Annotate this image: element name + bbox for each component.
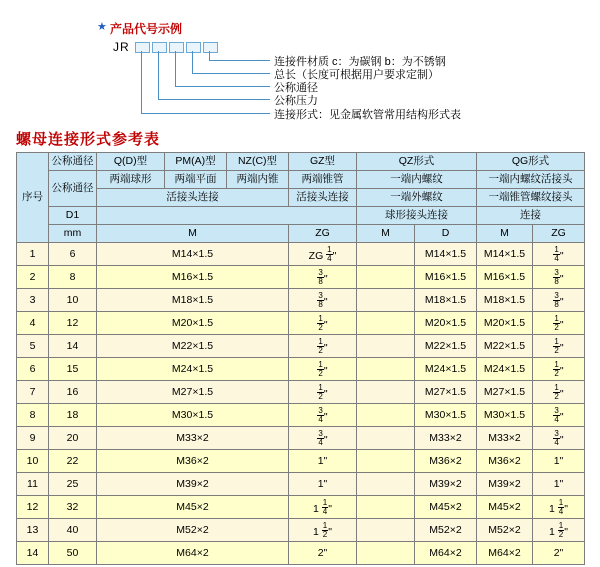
cell-gz: $\frac{3}{8}$ " bbox=[289, 289, 357, 312]
cell-qg-m: M36×2 bbox=[477, 450, 533, 473]
header-r3-gz: 活接头连接 bbox=[289, 189, 357, 207]
cell-qz-d: M22×1.5 bbox=[415, 335, 477, 358]
header-r2-qg: 一端内螺纹活接头 bbox=[477, 171, 585, 189]
cell-qz-m bbox=[357, 266, 415, 289]
cell-seq: 11 bbox=[17, 473, 49, 496]
legend-note-length: 总长（长度可根据用户要求定制） bbox=[274, 69, 439, 81]
cell-gz: $\frac{1}{2}$ " bbox=[289, 358, 357, 381]
leader-line-h3 bbox=[175, 86, 270, 87]
cell-gz: $\frac{1}{2}$ " bbox=[289, 335, 357, 358]
cell-dn: 50 bbox=[49, 542, 97, 565]
cell-qz-m bbox=[357, 312, 415, 335]
header-group-gz: GZ型 bbox=[289, 153, 357, 171]
header-r4-qg: 连接 bbox=[477, 207, 585, 225]
cell-seq: 5 bbox=[17, 335, 49, 358]
cell-qg-m: M22×1.5 bbox=[477, 335, 533, 358]
header-seq: 序号 bbox=[17, 153, 49, 243]
cell-qz-d: M24×1.5 bbox=[415, 358, 477, 381]
leader-line-h2 bbox=[158, 99, 270, 100]
header-dn: 公称通径 bbox=[49, 153, 97, 171]
cell-dn: 40 bbox=[49, 519, 97, 542]
cell-qz-d: M36×2 bbox=[415, 450, 477, 473]
cell-gz: ZG $\frac{1}{4}$ " bbox=[289, 243, 357, 266]
table-body bbox=[17, 243, 585, 565]
leader-line-v1 bbox=[141, 51, 142, 113]
cell-gz: $\frac{3}{4}$ " bbox=[289, 427, 357, 450]
header-unit-mm: mm bbox=[49, 225, 97, 243]
header-unit-qz-m: M bbox=[357, 225, 415, 243]
cell-qz-d: M18×1.5 bbox=[415, 289, 477, 312]
product-code-legend bbox=[0, 0, 600, 120]
cell-qg-m: M64×2 bbox=[477, 542, 533, 565]
cell-qg-zg: $\frac{1}{2}$ " bbox=[533, 335, 585, 358]
cell-gz: $\frac{1}{2}$ " bbox=[289, 312, 357, 335]
cell-gz: $\frac{1}{2}$ " bbox=[289, 381, 357, 404]
cell-qz-m bbox=[357, 496, 415, 519]
header-group-q: Q(D)型 bbox=[97, 153, 165, 171]
table-row bbox=[17, 427, 585, 450]
cell-qz-d: M20×1.5 bbox=[415, 312, 477, 335]
cell-gz: $\frac{3}{4}$ " bbox=[289, 404, 357, 427]
cell-q: M20×1.5 bbox=[97, 312, 289, 335]
cell-qz-d: M52×2 bbox=[415, 519, 477, 542]
cell-qz-m bbox=[357, 427, 415, 450]
cell-q: M45×2 bbox=[97, 496, 289, 519]
cell-q: M30×1.5 bbox=[97, 404, 289, 427]
table-row bbox=[17, 496, 585, 519]
header-group-qg: QG形式 bbox=[477, 153, 585, 171]
header-r2-nz: 两端内锥 bbox=[227, 171, 289, 189]
cell-qg-zg: $\frac{1}{2}$ " bbox=[533, 312, 585, 335]
cell-q: M36×2 bbox=[97, 450, 289, 473]
cell-seq: 3 bbox=[17, 289, 49, 312]
cell-q: M39×2 bbox=[97, 473, 289, 496]
cell-gz: 1" bbox=[289, 450, 357, 473]
cell-q: M24×1.5 bbox=[97, 358, 289, 381]
cell-qg-zg: $\frac{1}{4}$ " bbox=[533, 243, 585, 266]
cell-qg-zg: $\frac{1}{2}$ " bbox=[533, 358, 585, 381]
cell-qg-zg: $\frac{3}{4}$ " bbox=[533, 427, 585, 450]
leader-line-v2 bbox=[158, 51, 159, 99]
cell-seq: 2 bbox=[17, 266, 49, 289]
cell-qz-m bbox=[357, 381, 415, 404]
cell-dn: 12 bbox=[49, 312, 97, 335]
cell-q: M52×2 bbox=[97, 519, 289, 542]
cell-dn: 25 bbox=[49, 473, 97, 496]
header-r2-qz: 一端内螺纹 bbox=[357, 171, 477, 189]
table-row bbox=[17, 542, 585, 565]
cell-qg-zg: 2" bbox=[533, 542, 585, 565]
cell-qz-m bbox=[357, 404, 415, 427]
cell-qg-zg: 1 $\frac{1}{4}$ " bbox=[533, 496, 585, 519]
cell-seq: 8 bbox=[17, 404, 49, 427]
cell-dn: 22 bbox=[49, 450, 97, 473]
cell-q: M14×1.5 bbox=[97, 243, 289, 266]
cell-qz-m bbox=[357, 358, 415, 381]
table-row bbox=[17, 335, 585, 358]
legend-note-material: 连接件材质 c：为碳钢 b：为不锈钢 bbox=[274, 56, 446, 68]
cell-qg-m: M39×2 bbox=[477, 473, 533, 496]
cell-seq: 14 bbox=[17, 542, 49, 565]
cell-seq: 7 bbox=[17, 381, 49, 404]
leader-line-h1 bbox=[141, 113, 270, 114]
header-r2-q: 两端球形 bbox=[97, 171, 165, 189]
cell-seq: 12 bbox=[17, 496, 49, 519]
header-dn-label2: 公称通径 bbox=[49, 171, 97, 207]
cell-seq: 9 bbox=[17, 427, 49, 450]
cell-gz: $\frac{3}{8}$ " bbox=[289, 266, 357, 289]
cell-q: M18×1.5 bbox=[97, 289, 289, 312]
cell-qg-m: M18×1.5 bbox=[477, 289, 533, 312]
header-r3-qz: 一端外螺纹 bbox=[357, 189, 477, 207]
legend-note-connection: 连接形式：见金属软管常用结构形式表 bbox=[274, 109, 461, 121]
cell-qg-zg: 1 $\frac{1}{2}$ " bbox=[533, 519, 585, 542]
header-group-nz: NZ(C)型 bbox=[227, 153, 289, 171]
header-r2-pm: 两端平面 bbox=[165, 171, 227, 189]
table-row bbox=[17, 358, 585, 381]
cell-seq: 6 bbox=[17, 358, 49, 381]
table-row bbox=[17, 312, 585, 335]
code-box-1 bbox=[135, 42, 150, 53]
table-row bbox=[17, 450, 585, 473]
cell-seq: 1 bbox=[17, 243, 49, 266]
cell-qz-d: M64×2 bbox=[415, 542, 477, 565]
header-r3-qg: 一端锥管螺纹接头 bbox=[477, 189, 585, 207]
cell-qz-m bbox=[357, 450, 415, 473]
cell-seq: 13 bbox=[17, 519, 49, 542]
cell-qg-m: M33×2 bbox=[477, 427, 533, 450]
header-d1: D1 bbox=[49, 207, 97, 225]
header-r2-gz: 两端锥管 bbox=[289, 171, 357, 189]
cell-q: M33×2 bbox=[97, 427, 289, 450]
cell-dn: 10 bbox=[49, 289, 97, 312]
table-row bbox=[17, 381, 585, 404]
cell-q: M64×2 bbox=[97, 542, 289, 565]
cell-qg-m: M20×1.5 bbox=[477, 312, 533, 335]
cell-qg-m: M14×1.5 bbox=[477, 243, 533, 266]
cell-qg-zg: 1" bbox=[533, 450, 585, 473]
code-box-5 bbox=[203, 42, 218, 53]
cell-qz-m bbox=[357, 542, 415, 565]
cell-qz-d: M14×1.5 bbox=[415, 243, 477, 266]
cell-qz-m bbox=[357, 289, 415, 312]
header-r4-qz: 球形接头连接 bbox=[357, 207, 477, 225]
leader-line-v4 bbox=[192, 51, 193, 73]
cell-q: M27×1.5 bbox=[97, 381, 289, 404]
star-icon: ★ bbox=[97, 21, 107, 33]
table-row bbox=[17, 404, 585, 427]
cell-dn: 15 bbox=[49, 358, 97, 381]
cell-qg-m: M16×1.5 bbox=[477, 266, 533, 289]
code-box-2 bbox=[152, 42, 167, 53]
table-row bbox=[17, 266, 585, 289]
cell-gz: 1 $\frac{1}{2}$ " bbox=[289, 519, 357, 542]
header-unit-qg-zg: ZG bbox=[533, 225, 585, 243]
leader-line-h5 bbox=[209, 60, 270, 61]
cell-gz: 1 $\frac{1}{4}$ " bbox=[289, 496, 357, 519]
header-unit-m: M bbox=[97, 225, 289, 243]
header-unit-zg: ZG bbox=[289, 225, 357, 243]
legend-title: 产品代号示例 bbox=[110, 22, 183, 36]
cell-dn: 8 bbox=[49, 266, 97, 289]
cell-dn: 18 bbox=[49, 404, 97, 427]
header-unit-qz-d: D bbox=[415, 225, 477, 243]
cell-seq: 10 bbox=[17, 450, 49, 473]
legend-note-dn: 公称通径 bbox=[274, 82, 318, 94]
cell-qz-d: M16×1.5 bbox=[415, 266, 477, 289]
cell-qg-m: M52×2 bbox=[477, 519, 533, 542]
cell-qz-m bbox=[357, 519, 415, 542]
cell-qz-m bbox=[357, 243, 415, 266]
header-group-pm: PM(A)型 bbox=[165, 153, 227, 171]
cell-qg-m: M24×1.5 bbox=[477, 358, 533, 381]
leader-line-v5 bbox=[209, 51, 210, 60]
cell-qz-m bbox=[357, 473, 415, 496]
cell-dn: 16 bbox=[49, 381, 97, 404]
cell-qg-zg: $\frac{3}{8}$ " bbox=[533, 289, 585, 312]
table-row bbox=[17, 289, 585, 312]
cell-dn: 20 bbox=[49, 427, 97, 450]
cell-qg-zg: 1" bbox=[533, 473, 585, 496]
nut-connection-table bbox=[16, 152, 585, 565]
cell-qg-m: M45×2 bbox=[477, 496, 533, 519]
header-r3-left: 活接头连接 bbox=[97, 189, 289, 207]
cell-qz-d: M45×2 bbox=[415, 496, 477, 519]
cell-gz: 1" bbox=[289, 473, 357, 496]
cell-dn: 6 bbox=[49, 243, 97, 266]
table-row bbox=[17, 473, 585, 496]
cell-qz-d: M33×2 bbox=[415, 427, 477, 450]
cell-qz-d: M39×2 bbox=[415, 473, 477, 496]
cell-qg-m: M30×1.5 bbox=[477, 404, 533, 427]
table-title: 螺母连接形式参考表 bbox=[16, 131, 161, 148]
leader-line-v3 bbox=[175, 51, 176, 86]
code-box-3 bbox=[169, 42, 184, 53]
cell-q: M16×1.5 bbox=[97, 266, 289, 289]
leader-line-h4 bbox=[192, 73, 270, 74]
code-box-4 bbox=[186, 42, 201, 53]
header-unit-qg-m: M bbox=[477, 225, 533, 243]
cell-qg-m: M27×1.5 bbox=[477, 381, 533, 404]
cell-dn: 14 bbox=[49, 335, 97, 358]
cell-qz-d: M27×1.5 bbox=[415, 381, 477, 404]
header-blank bbox=[97, 207, 357, 225]
cell-qg-zg: $\frac{3}{4}$ " bbox=[533, 404, 585, 427]
table-row bbox=[17, 243, 585, 266]
header-group-qz: QZ形式 bbox=[357, 153, 477, 171]
cell-q: M22×1.5 bbox=[97, 335, 289, 358]
cell-qg-zg: $\frac{3}{8}$ " bbox=[533, 266, 585, 289]
cell-gz: 2" bbox=[289, 542, 357, 565]
cell-dn: 32 bbox=[49, 496, 97, 519]
table-row bbox=[17, 519, 585, 542]
legend-note-pressure: 公称压力 bbox=[274, 95, 318, 107]
cell-qg-zg: $\frac{1}{2}$ " bbox=[533, 381, 585, 404]
cell-qz-m bbox=[357, 335, 415, 358]
legend-prefix: JR bbox=[113, 40, 130, 54]
cell-seq: 4 bbox=[17, 312, 49, 335]
cell-qz-d: M30×1.5 bbox=[415, 404, 477, 427]
